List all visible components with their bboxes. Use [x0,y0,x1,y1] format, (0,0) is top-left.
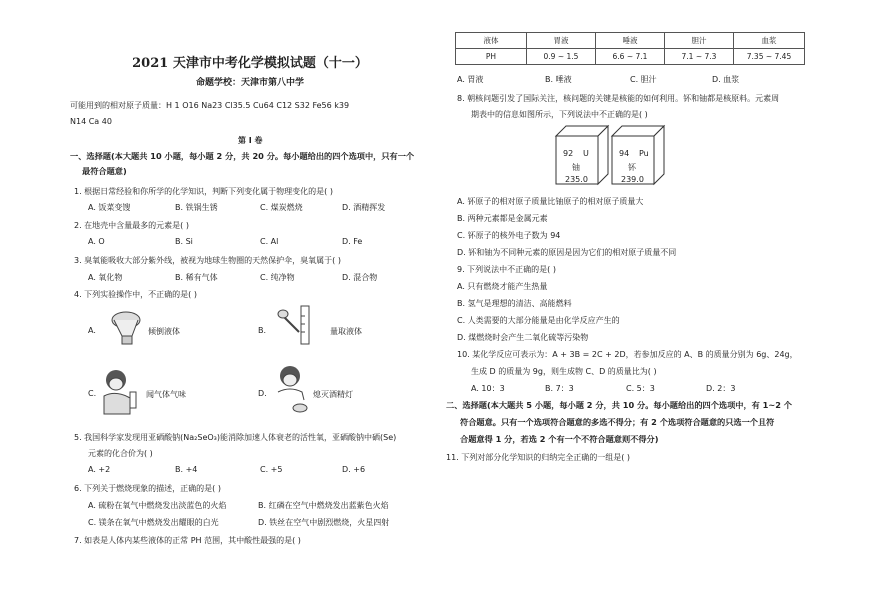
q3-option-d: D. 混合物 [342,273,378,282]
q2-stem: 2. 在地壳中含量最多的元素是( ) [74,221,189,230]
section2-heading-1: 二、选择题(本大题共 5 小题，每小题 2 分，共 10 分。每小题给出的四个选项中，有 1~2 个 [446,400,792,410]
atomic-mass-line2: N14 Ca 40 [70,117,112,126]
smell-gas-illustration [98,366,144,416]
q9-option-a: A. 只有燃烧才能产生热量 [457,282,548,291]
q3-option-a: A. 氧化物 [88,273,123,282]
q9-stem: 9. 下列说法中不正确的是( ) [457,265,556,274]
q2-option-b: B. Si [175,237,193,246]
q10-option-a: A. 10：3 [471,384,505,393]
q10-option-c: C. 5：3 [626,384,655,393]
measure-liquid-illustration [275,302,323,348]
ph-header-cell: 唾液 [596,33,665,49]
q4-option-b: B. [258,326,267,335]
q6-option-d: D. 铁丝在空气中剧烈燃烧，火星四射 [258,518,390,527]
section2-heading-3: 合题意得 1 分，若选 2 个有一个不符合题意则不得分) [460,434,659,444]
q6-stem: 6. 下列关于燃烧现象的描述，正确的是( ) [74,484,221,493]
q3-option-c: C. 纯净物 [260,273,295,282]
ph-header-cell: 胆汁 [665,33,734,49]
q4-caption-c: 闻气体气味 [146,390,186,399]
q4-caption-d: 熄灭酒精灯 [313,390,353,399]
q8-option-d: D. 钚和铀为不同种元素的原因是因为它们的相对原子质量不同 [457,248,677,257]
q1-option-c: C. 煤炭燃烧 [260,203,303,212]
q4-caption-b: 量取液体 [330,327,362,336]
q9-option-c: C. 人类需要的大部分能量是由化学反应产生的 [457,316,620,325]
ph-table-value-row [456,49,805,65]
q7-option-d: D. 血浆 [712,75,740,84]
q5-stem-2: 元素的化合价为( ) [88,449,153,458]
q4-stem: 4. 下列实验操作中，不正确的是( ) [74,290,197,299]
q5-stem-1: 5. 我国科学家发现用亚硒酸钠(Na₂SeO₃)能消除加速人体衰老的活性氧，亚硒酸钠中硒(Se) [74,433,397,442]
ph-value-cell: 0.9 ~ 1.5 [527,49,596,65]
q9-option-d: D. 煤燃烧时会产生二氧化硫等污染物 [457,333,589,342]
extinguish-lamp-illustration [270,364,314,414]
q5-option-b: B. +4 [175,465,198,474]
q3-option-b: B. 稀有气体 [175,273,218,282]
q8-stem-2: 期表中的信息如图所示，下列说法中不正确的是( ) [471,110,648,119]
ph-value-cell: 6.6 ~ 7.1 [596,49,665,65]
q9-option-b: B. 氢气是理想的清洁、高能燃料 [457,299,572,308]
exam-school: 命题学校：天津市第八中学 [195,78,304,88]
section1-heading-1: 一、选择题(本大题共 10 小题，每小题 2 分，共 20 分。每小题给出的四个选项中，只有一个 [70,151,415,161]
plutonium-symbol: Pu [639,149,649,158]
q7-option-c: C. 胆汁 [630,75,657,84]
ph-table-header-row [456,33,805,49]
q2-option-d: D. Fe [342,237,363,246]
q10-option-d: D. 2：3 [706,384,736,393]
ph-row-label: PH [456,49,527,65]
ph-value-cell: 7.35 ~ 7.45 [734,49,805,65]
exam-title: 2021 天津市中考化学模拟试题（十一） [132,56,368,71]
q2-option-a: A. O [88,237,105,246]
q7-option-b: B. 唾液 [545,75,572,84]
q1-option-a: A. 饭菜变馊 [88,203,131,212]
q8-option-c: C. 钚原子的核外电子数为 94 [457,231,561,240]
ph-header-cell: 液体 [456,33,527,49]
q11-stem: 11. 下列对部分化学知识的归纳完全正确的一组是( ) [446,453,631,462]
plutonium-name: 钚 [628,163,636,172]
q1-option-b: B. 铁锅生锈 [175,203,218,212]
q4-option-d: D. [258,389,267,398]
q10-stem-2: 生成 D 的质量为 9g，则生成物 C、D 的质量比为( ) [471,367,657,376]
q2-option-c: C. Al [260,237,279,246]
ph-header-cell: 血浆 [734,33,805,49]
q4-option-c: C. [88,389,97,398]
uranium-name: 铀 [572,163,580,172]
q4-option-a: A. [88,326,96,335]
q10-option-b: B. 7：3 [545,384,574,393]
plutonium-mass: 239.0 [621,175,644,184]
atomic-mass-line1: 可能用到的相对原子质量：H 1 O16 Na23 Cl35.5 Cu64 C12 S32 Fe56 k39 [70,101,350,110]
uranium-mass: 235.0 [565,175,588,184]
uranium-symbol: U [583,149,589,158]
q7-option-a: A. 胃液 [457,75,484,84]
q4-caption-a: 倾倒液体 [148,327,180,336]
uranium-number: 92 [563,149,574,158]
q5-option-d: D. +6 [342,465,366,474]
plutonium-number: 94 [619,149,630,158]
q8-option-a: A. 钚原子的相对原子质量比铀原子的相对原子质量大 [457,197,644,206]
q6-option-c: C. 镁条在氧气中燃烧发出耀眼的白光 [88,518,219,527]
q5-option-c: C. +5 [260,465,283,474]
q6-option-a: A. 硫粉在氧气中燃烧发出淡蓝色的火焰 [88,501,227,510]
ph-value-cell: 7.1 ~ 7.3 [665,49,734,65]
pour-liquid-illustration [104,306,148,346]
q8-option-b: B. 两种元素都是金属元素 [457,214,548,223]
q1-stem: 1. 根据日常经验和你所学的化学知识，判断下列变化属于物理变化的是( ) [74,187,333,196]
volume-label: 第 I 卷 [238,136,263,145]
q1-option-d: D. 酒精挥发 [342,203,386,212]
q7-stem: 7. 如表是人体内某些液体的正常 PH 范围，其中酸性最强的是( ) [74,536,301,545]
q5-option-a: A. +2 [88,465,111,474]
section2-heading-2: 符合题意。只有一个选项符合题意的多选不得分；有 2 个选项符合题意的只选一个且符 [460,417,775,427]
q6-option-b: B. 红磷在空气中燃烧发出蓝紫色火焰 [258,501,389,510]
ph-header-cell: 胃液 [527,33,596,49]
ph-table [455,32,805,65]
section1-heading-2: 最符合题意) [82,166,127,176]
q8-stem-1: 8. 朝核问题引发了国际关注，核问题的关键是核能的如何利用。钚和铀都是核原料。元素周 [457,94,780,103]
q10-stem-1: 10. 某化学反应可表示为：A + 3B = 2C + 2D，若参加反应的 A、B 的质量分别为 6g、24g， [457,350,798,359]
q3-stem: 3. 臭氧能吸收大部分紫外线，被视为地球生物圈的天然保护伞，臭氧属于( ) [74,256,341,265]
